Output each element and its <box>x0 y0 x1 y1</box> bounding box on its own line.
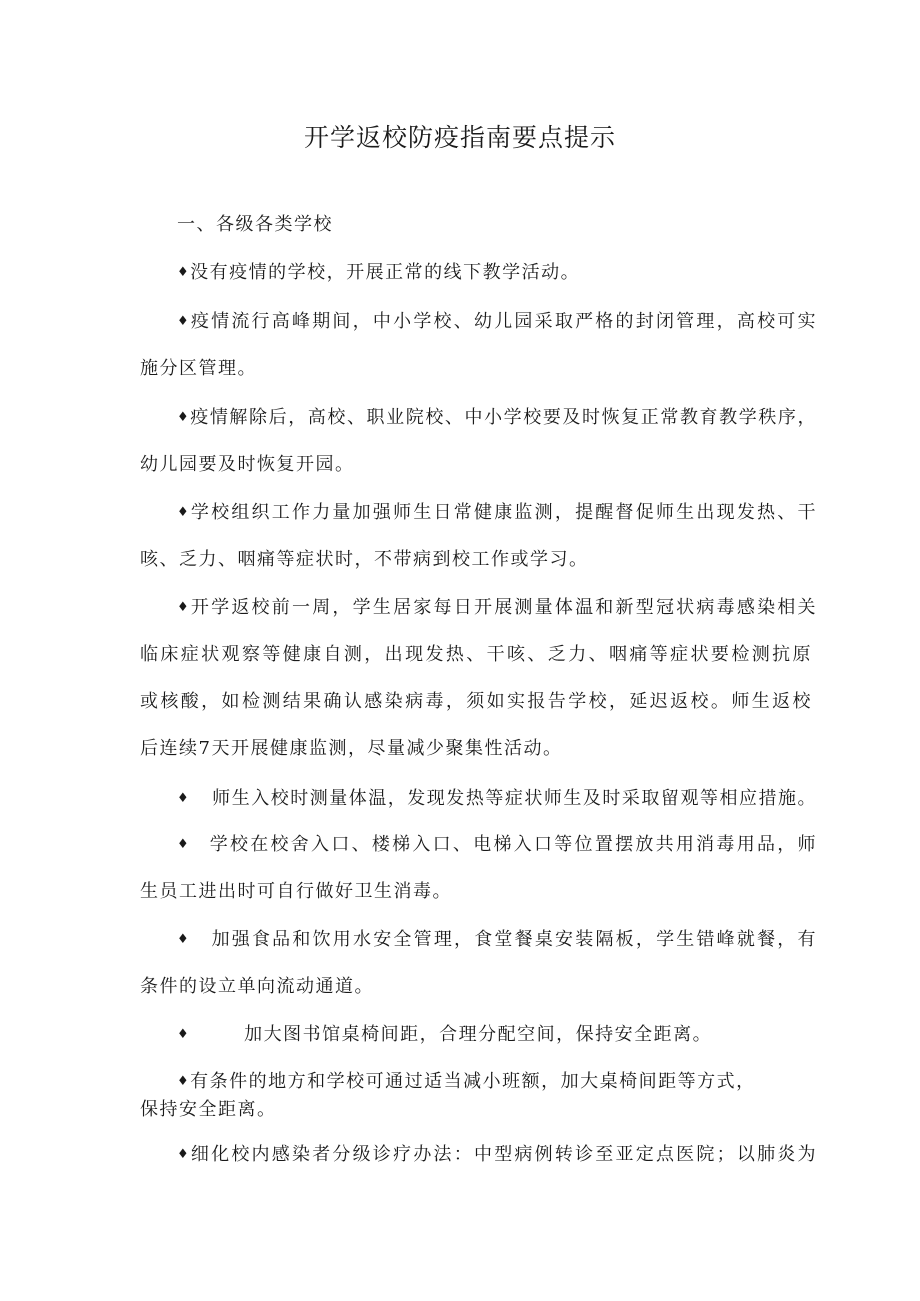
text-line: 有条件的地方和学校可通过适当减小班额，加大桌椅间距等方式， <box>190 1071 756 1092</box>
section-heading: 一、各级各类学校 <box>177 214 333 235</box>
bullet-icon: ♦ <box>177 1147 191 1162</box>
bullet-icon: ♦ <box>177 837 191 852</box>
bullet-icon: ♦ <box>177 265 191 280</box>
paragraph-9 <box>177 1023 817 1047</box>
bullet-icon: ♦ <box>177 505 191 520</box>
paragraph-6 <box>177 787 817 811</box>
document-title: 开学返校防疫指南要点提示 <box>303 123 616 152</box>
bullet-icon: ♦ <box>177 600 191 615</box>
text-line: 加强食品和饮用水安全管理，食堂餐桌安装隔板，学生错峰就餐，有 <box>210 929 817 950</box>
text-line: 细化校内感染者分级诊疗办法：中型病例转诊至亚定点医院；以肺炎为 <box>190 1144 817 1165</box>
bullet-icon: ♦ <box>177 410 191 425</box>
text-line: 幼儿园要及时恢复开园。 <box>140 454 355 475</box>
bullet-icon: ♦ <box>177 314 191 329</box>
text-line: 开学返校前一周，学生居家每日开展测量体温和新型冠状病毒感染相关 <box>190 597 817 618</box>
bullet-icon: ♦ <box>177 1027 191 1042</box>
text-line: 临床症状观察等健康自测，出现发热、干咳、乏力、咽痛等症状要检测抗原 <box>140 644 812 665</box>
paragraph-8 <box>177 928 817 952</box>
text-line: 咳、乏力、咽痛等症状时，不带病到校工作或学习。 <box>140 549 589 570</box>
text-line: 加大图书馆桌椅间距，合理分配空间，保持安全距离。 <box>244 1024 713 1045</box>
text-line: 保持安全距离。 <box>140 1099 277 1120</box>
paragraph-4 <box>177 501 817 525</box>
paragraph-11 <box>177 1143 817 1167</box>
paragraph-10 <box>177 1070 817 1094</box>
text-line: 条件的设立单向流动通道。 <box>140 976 374 997</box>
text-line: 后连续7天开展健康监测，尽量减少聚集性活动。 <box>140 738 563 759</box>
text-line: 或核酸，如检测结果确认感染病毒，须如实报告学校，延迟返校。师生返校 <box>140 691 812 712</box>
bullet-icon: ♦ <box>177 1074 191 1089</box>
paragraph-5 <box>177 596 817 620</box>
text-line: 师生入校时测量体温，发现发热等症状师生及时采取留观等相应措施。 <box>212 788 817 809</box>
text-line: 生员工进出时可自行做好卫生消毒。 <box>140 881 452 902</box>
paragraph-1 <box>177 261 817 285</box>
text-line: 疫情流行高峰期间，中小学校、幼儿园采取严格的封闭管理，高校可实 <box>190 311 817 332</box>
text-line: 学校在校舍入口、楼梯入口、电梯入口等位置摆放共用消毒用品，师 <box>208 834 817 855</box>
bullet-icon: ♦ <box>177 791 191 806</box>
text-line: 没有疫情的学校，开展正常的线下教学活动。 <box>190 262 581 283</box>
paragraph-3 <box>177 406 817 430</box>
text-line: 疫情解除后，高校、职业院校、中小学校要及时恢复正常教育教学秩序， <box>190 407 817 428</box>
bullet-icon: ♦ <box>177 932 191 947</box>
text-line: 学校组织工作力量加强师生日常健康监测，提醒督促师生出现发热、干 <box>190 502 817 523</box>
paragraph-7 <box>177 833 817 857</box>
text-line: 施分区管理。 <box>140 358 257 379</box>
paragraph-2 <box>177 310 817 334</box>
